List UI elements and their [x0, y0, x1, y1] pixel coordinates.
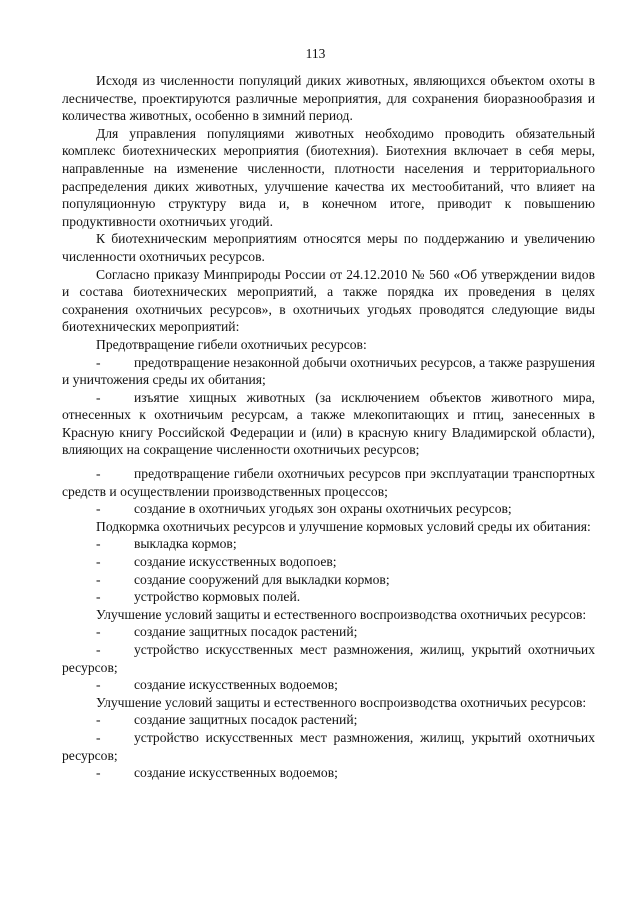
list-item	[62, 535, 595, 553]
list-dash: -	[96, 677, 101, 693]
list-item	[62, 729, 595, 764]
list-item	[62, 641, 595, 676]
section-heading: Улучшение условий защиты и естественного воспроизводства охотничьих ресурсов:	[96, 694, 587, 710]
list-item	[62, 553, 595, 571]
list-item-text: создание искусственных водопоев;	[134, 554, 337, 570]
list-item-text: создание искусственных водоемов;	[134, 765, 338, 781]
list-dash: -	[96, 624, 101, 640]
list-item	[62, 676, 595, 694]
list-dash: -	[96, 712, 101, 728]
list-item	[62, 588, 595, 606]
paragraph: Согласно приказу Минприроды России от 24.12.2010 № 560 «Об утверждении видов и состава биотехнических мероприятий, а также порядка их проведения в целях сохранения охотничьих ресурсов», в охотничьих угодьях проводятся следующие виды биотехнических мероприятий:	[62, 266, 595, 335]
list-dash: -	[96, 389, 101, 405]
list-item	[62, 500, 595, 518]
paragraph: К биотехническим мероприятиям относятся меры по поддержанию и увеличению численности охотничьих ресурсов.	[62, 231, 595, 264]
list-dash: -	[96, 354, 101, 370]
section-heading: Предотвращение гибели охотничьих ресурсов:	[96, 336, 367, 352]
list-item	[62, 354, 595, 389]
list-item	[62, 465, 595, 500]
list-item-text: выкладка кормов;	[134, 536, 237, 552]
section-heading: Улучшение условий защиты и естественного воспроизводства охотничьих ресурсов:	[96, 606, 587, 622]
paragraph: Для управления популяциями животных необходимо проводить обязательный комплекс биотехнических мероприятия (биотехния). Биотехния включает в себя меры, направленные на изменение численности, плотности населения и территориального распределения диких животных, улучшение качества их местообитаний, что влияет на популяционную структуру вида и, в конечном итоге, приводит к повышению продуктивности охотничьих угодий.	[62, 125, 595, 229]
section-heading: Подкормка охотничьих ресурсов и улучшение кормовых условий среды их обитания:	[96, 518, 591, 534]
list-dash: -	[96, 501, 101, 517]
list-item	[62, 764, 595, 782]
list-item-text: устройство искусственных мест размножения, жилищ, укрытий охотничьих ресурсов;	[62, 642, 595, 675]
list-item-text: создание защитных посадок растений;	[134, 624, 358, 640]
list-item	[62, 711, 595, 729]
list-dash: -	[96, 642, 101, 657]
list-item-text: устройство кормовых полей.	[134, 589, 301, 605]
list-item-text: предотвращение незаконной добычи охотничьих ресурсов, а также разрушения и уничтожения среды их обитания;	[62, 354, 595, 388]
page-number: 113	[305, 46, 326, 61]
list-item	[62, 623, 595, 641]
list-item-text: создание искусственных водоемов;	[134, 677, 338, 693]
list-item-text: изъятие хищных животных (за исключением объектов животного мира, отнесенных к охотничьим ресурсам, а также млекопитающих и птиц, занесенных в Красную книгу Российской Федерации и (или) в красную книгу Владимирской области), влияющих на сокращение численности охотничьих ресурсов;	[62, 389, 595, 458]
list-dash: -	[96, 589, 101, 605]
list-dash: -	[96, 466, 101, 482]
list-item-text: создание сооружений для выкладки кормов;	[134, 571, 390, 587]
list-dash: -	[96, 536, 101, 552]
list-dash: -	[96, 554, 101, 570]
list-dash: -	[96, 729, 101, 745]
list-item	[62, 571, 595, 589]
list-dash: -	[96, 765, 101, 781]
list-dash: -	[96, 571, 101, 587]
list-item-text: предотвращение гибели охотничьих ресурсов при эксплуатации транспортных средств и осуществлении производственных процессов;	[62, 466, 595, 499]
list-item	[62, 389, 595, 459]
paragraph: Исходя из численности популяций диких животных, являющихся объектом охоты в лесничестве, проектируются различные мероприятия, для сохранения биоразнообразия и количества животных, особенно в зимний период.	[62, 73, 595, 124]
list-item-text: создание защитных посадок растений;	[134, 712, 358, 728]
list-item-text: устройство искусственных мест размножения, жилищ, укрытий охотничьих ресурсов;	[62, 729, 595, 763]
document-body	[62, 72, 595, 782]
list-item-text: создание в охотничьих угодьях зон охраны охотничьих ресурсов;	[134, 501, 512, 517]
